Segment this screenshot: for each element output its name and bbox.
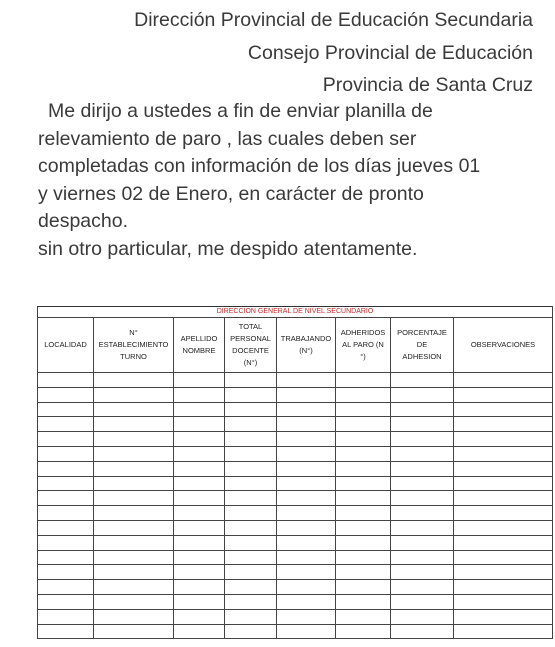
table-cell[interactable] — [38, 565, 94, 580]
table-cell[interactable] — [225, 609, 277, 624]
table-cell[interactable] — [336, 609, 391, 624]
table-cell[interactable] — [391, 580, 454, 595]
table-cell[interactable] — [454, 506, 553, 521]
table-cell[interactable] — [174, 402, 225, 417]
column-header-line: TRABAJANDO — [280, 334, 332, 343]
table-cell[interactable] — [225, 446, 277, 461]
table-cell[interactable] — [277, 476, 336, 491]
column-header — [174, 318, 225, 373]
table-cell[interactable] — [94, 580, 174, 595]
table-row — [38, 402, 553, 417]
table-cell[interactable] — [336, 594, 391, 609]
table-cell[interactable] — [277, 594, 336, 609]
table-cell[interactable] — [94, 609, 174, 624]
table-cell[interactable] — [277, 402, 336, 417]
table-cell[interactable] — [38, 402, 94, 417]
table-cell[interactable] — [174, 461, 225, 476]
table-cell[interactable] — [277, 432, 336, 447]
table-cell[interactable] — [38, 387, 94, 402]
body-line: completadas con información de los días jueves 01 — [38, 155, 481, 177]
column-header-line: TURNO — [120, 352, 147, 361]
table-cell[interactable] — [174, 550, 225, 565]
table-cell[interactable] — [336, 491, 391, 506]
table-cell[interactable] — [454, 461, 553, 476]
table-row — [38, 491, 553, 506]
table-cell[interactable] — [277, 609, 336, 624]
table-cell[interactable] — [391, 624, 454, 639]
table-cell[interactable] — [277, 417, 336, 432]
column-header-line: APELLIDO — [180, 334, 218, 343]
table-cell[interactable] — [225, 594, 277, 609]
table-cell[interactable] — [277, 373, 336, 388]
table-cell[interactable] — [174, 535, 225, 550]
table-cell[interactable] — [38, 594, 94, 609]
table-cell[interactable] — [94, 476, 174, 491]
table-cell[interactable] — [174, 417, 225, 432]
table-row — [38, 461, 553, 476]
table-cell[interactable] — [38, 373, 94, 388]
table-cell[interactable] — [94, 624, 174, 639]
table-cell[interactable] — [454, 402, 553, 417]
table-cell[interactable] — [174, 446, 225, 461]
table-cell[interactable] — [391, 461, 454, 476]
table-row — [38, 387, 553, 402]
table-cell[interactable] — [277, 520, 336, 535]
table-cell[interactable] — [225, 387, 277, 402]
table-banner-row — [38, 307, 553, 318]
table-cell[interactable] — [336, 580, 391, 595]
table-cell[interactable] — [277, 506, 336, 521]
table-cell[interactable] — [38, 461, 94, 476]
column-header — [277, 318, 336, 373]
table-cell[interactable] — [174, 387, 225, 402]
table-cell[interactable] — [336, 520, 391, 535]
table-cell[interactable] — [454, 624, 553, 639]
table-cell[interactable] — [391, 520, 454, 535]
column-header-line: (N°) — [299, 346, 313, 355]
table-row — [38, 417, 553, 432]
column-header-line: AL PARO (N — [342, 340, 384, 349]
table-cell[interactable] — [336, 417, 391, 432]
table-cell[interactable] — [174, 476, 225, 491]
table-cell[interactable] — [225, 535, 277, 550]
table-cell[interactable] — [454, 594, 553, 609]
column-header-line: ESTABLECIMIENTO — [98, 340, 169, 349]
column-header-line: OBSERVACIONES — [470, 340, 536, 349]
table-row — [38, 580, 553, 595]
table-cell[interactable] — [174, 594, 225, 609]
table-cell[interactable] — [454, 491, 553, 506]
column-header-line: (N°) — [243, 358, 258, 367]
table-cell[interactable] — [277, 491, 336, 506]
table-cell[interactable] — [94, 594, 174, 609]
table-cell[interactable] — [174, 373, 225, 388]
table-cell[interactable] — [454, 520, 553, 535]
table-row — [38, 535, 553, 550]
table-cell[interactable] — [225, 417, 277, 432]
table-cell[interactable] — [391, 402, 454, 417]
table-cell[interactable] — [391, 373, 454, 388]
table-cell[interactable] — [174, 624, 225, 639]
table-cell[interactable] — [454, 446, 553, 461]
table-cell[interactable] — [225, 373, 277, 388]
table-cell[interactable] — [225, 432, 277, 447]
table-cell[interactable] — [38, 550, 94, 565]
column-header-line: ADHERIDOS — [340, 328, 386, 337]
column-header — [391, 318, 454, 373]
letter-body — [38, 98, 538, 263]
column-header — [94, 318, 174, 373]
table-cell[interactable] — [38, 535, 94, 550]
table-cell[interactable] — [336, 535, 391, 550]
body-line: despacho. — [38, 210, 128, 232]
table-row — [38, 594, 553, 609]
column-header-line: DOCENTE — [232, 346, 269, 355]
table-cell[interactable] — [174, 491, 225, 506]
table-cell[interactable] — [454, 432, 553, 447]
table-cell[interactable] — [38, 417, 94, 432]
table-cell[interactable] — [336, 476, 391, 491]
table-cell[interactable] — [336, 461, 391, 476]
table-row — [38, 476, 553, 491]
table-cell[interactable] — [454, 550, 553, 565]
table-cell[interactable] — [277, 535, 336, 550]
table-cell[interactable] — [94, 446, 174, 461]
table-cell[interactable] — [391, 565, 454, 580]
table-cell[interactable] — [38, 476, 94, 491]
table-cell[interactable] — [38, 432, 94, 447]
table-cell[interactable] — [454, 609, 553, 624]
table-cell[interactable] — [391, 550, 454, 565]
table-cell[interactable] — [391, 446, 454, 461]
table-cell[interactable] — [174, 609, 225, 624]
table-cell[interactable] — [94, 432, 174, 447]
table-cell[interactable] — [174, 432, 225, 447]
table-cell[interactable] — [94, 506, 174, 521]
table-cell[interactable] — [225, 491, 277, 506]
table-row — [38, 624, 553, 639]
table-cell[interactable] — [225, 580, 277, 595]
table-cell[interactable] — [391, 491, 454, 506]
table-cell[interactable] — [38, 520, 94, 535]
body-line: Me dirijo a ustedes a fin de enviar planilla de — [48, 100, 433, 122]
table-row — [38, 609, 553, 624]
table-cell[interactable] — [336, 373, 391, 388]
body-line: y viernes 02 de Enero, en carácter de pronto — [38, 182, 424, 205]
column-header-line: N° — [129, 328, 138, 337]
table-cell[interactable] — [454, 417, 553, 432]
table-cell[interactable] — [94, 402, 174, 417]
body-line: sin otro particular, me despido atentamente. — [38, 237, 418, 260]
column-header — [336, 318, 391, 373]
table-cell[interactable] — [391, 476, 454, 491]
table-cell[interactable] — [94, 550, 174, 565]
column-header-line: DE — [416, 340, 428, 349]
table-cell[interactable] — [454, 580, 553, 595]
table-cell[interactable] — [174, 520, 225, 535]
column-header-line: PORCENTAJE — [397, 328, 447, 337]
table-cell[interactable] — [391, 417, 454, 432]
table-cell[interactable] — [225, 402, 277, 417]
table-cell[interactable] — [94, 461, 174, 476]
column-header-line: ADHESION — [402, 352, 442, 361]
table-cell[interactable] — [336, 432, 391, 447]
table-row — [38, 520, 553, 535]
column-header — [38, 318, 94, 373]
table-cell[interactable] — [277, 387, 336, 402]
table-cell[interactable] — [225, 461, 277, 476]
table-cell[interactable] — [277, 550, 336, 565]
table-row — [38, 565, 553, 580]
table-cell[interactable] — [94, 520, 174, 535]
table-cell[interactable] — [225, 476, 277, 491]
table-cell[interactable] — [225, 520, 277, 535]
table-cell[interactable] — [336, 550, 391, 565]
table-cell[interactable] — [336, 446, 391, 461]
table-cell[interactable] — [336, 387, 391, 402]
table-cell[interactable] — [391, 432, 454, 447]
body-line: relevamiento de paro , las cuales deben ser — [38, 127, 417, 150]
table-cell[interactable] — [38, 580, 94, 595]
header-line-2: Consejo Provincial de Educación — [247, 42, 533, 64]
table-cell[interactable] — [277, 624, 336, 639]
survey-table — [37, 306, 553, 639]
table-row — [38, 373, 553, 388]
table-cell[interactable] — [94, 491, 174, 506]
column-header-line: °) — [360, 352, 366, 361]
table-cell[interactable] — [277, 565, 336, 580]
table-cell[interactable] — [38, 506, 94, 521]
table-cell[interactable] — [277, 580, 336, 595]
table-cell[interactable] — [391, 609, 454, 624]
table-cell[interactable] — [336, 506, 391, 521]
table-cell[interactable] — [336, 565, 391, 580]
table-cell[interactable] — [174, 506, 225, 521]
table-cell[interactable] — [225, 624, 277, 639]
column-header-line: TOTAL — [238, 322, 263, 331]
table-cell[interactable] — [454, 476, 553, 491]
table-cell[interactable] — [94, 417, 174, 432]
column-header-line: LOCALIDAD — [44, 340, 87, 349]
table-cell[interactable] — [336, 624, 391, 639]
table-cell[interactable] — [391, 594, 454, 609]
column-header-line: PERSONAL — [230, 334, 271, 343]
table-banner: DIRECCION GENERAL DE NIVEL SECUNDARIO — [38, 307, 553, 318]
table-cell[interactable] — [94, 535, 174, 550]
table-row — [38, 550, 553, 565]
header-line-3: Provincia de Santa Cruz — [322, 74, 533, 96]
column-header-line: NOMBRE — [182, 346, 216, 355]
table-cell[interactable] — [454, 535, 553, 550]
table-cell[interactable] — [225, 506, 277, 521]
header-line-1: Dirección Provincial de Educación Secundaria — [134, 9, 533, 31]
table-cell[interactable] — [225, 550, 277, 565]
table-cell[interactable] — [38, 491, 94, 506]
table-cell[interactable] — [391, 535, 454, 550]
table-row — [38, 432, 553, 447]
table-cell[interactable] — [38, 446, 94, 461]
table-cell[interactable] — [225, 565, 277, 580]
table-cell[interactable] — [454, 373, 553, 388]
column-header — [225, 318, 277, 373]
table-cell[interactable] — [454, 565, 553, 580]
table-cell[interactable] — [391, 506, 454, 521]
table-cell[interactable] — [38, 624, 94, 639]
table-cell[interactable] — [277, 446, 336, 461]
table-cell[interactable] — [174, 565, 225, 580]
table-cell[interactable] — [38, 609, 94, 624]
table-cell[interactable] — [94, 373, 174, 388]
column-header — [454, 318, 553, 373]
table-row — [38, 506, 553, 521]
table-cell[interactable] — [94, 565, 174, 580]
table-row — [38, 446, 553, 461]
table-cell[interactable] — [391, 387, 454, 402]
table-cell[interactable] — [174, 580, 225, 595]
table-cell[interactable] — [454, 387, 553, 402]
table-cell[interactable] — [336, 402, 391, 417]
table-cell[interactable] — [94, 387, 174, 402]
table-header-row — [38, 318, 553, 373]
table-cell[interactable] — [277, 461, 336, 476]
